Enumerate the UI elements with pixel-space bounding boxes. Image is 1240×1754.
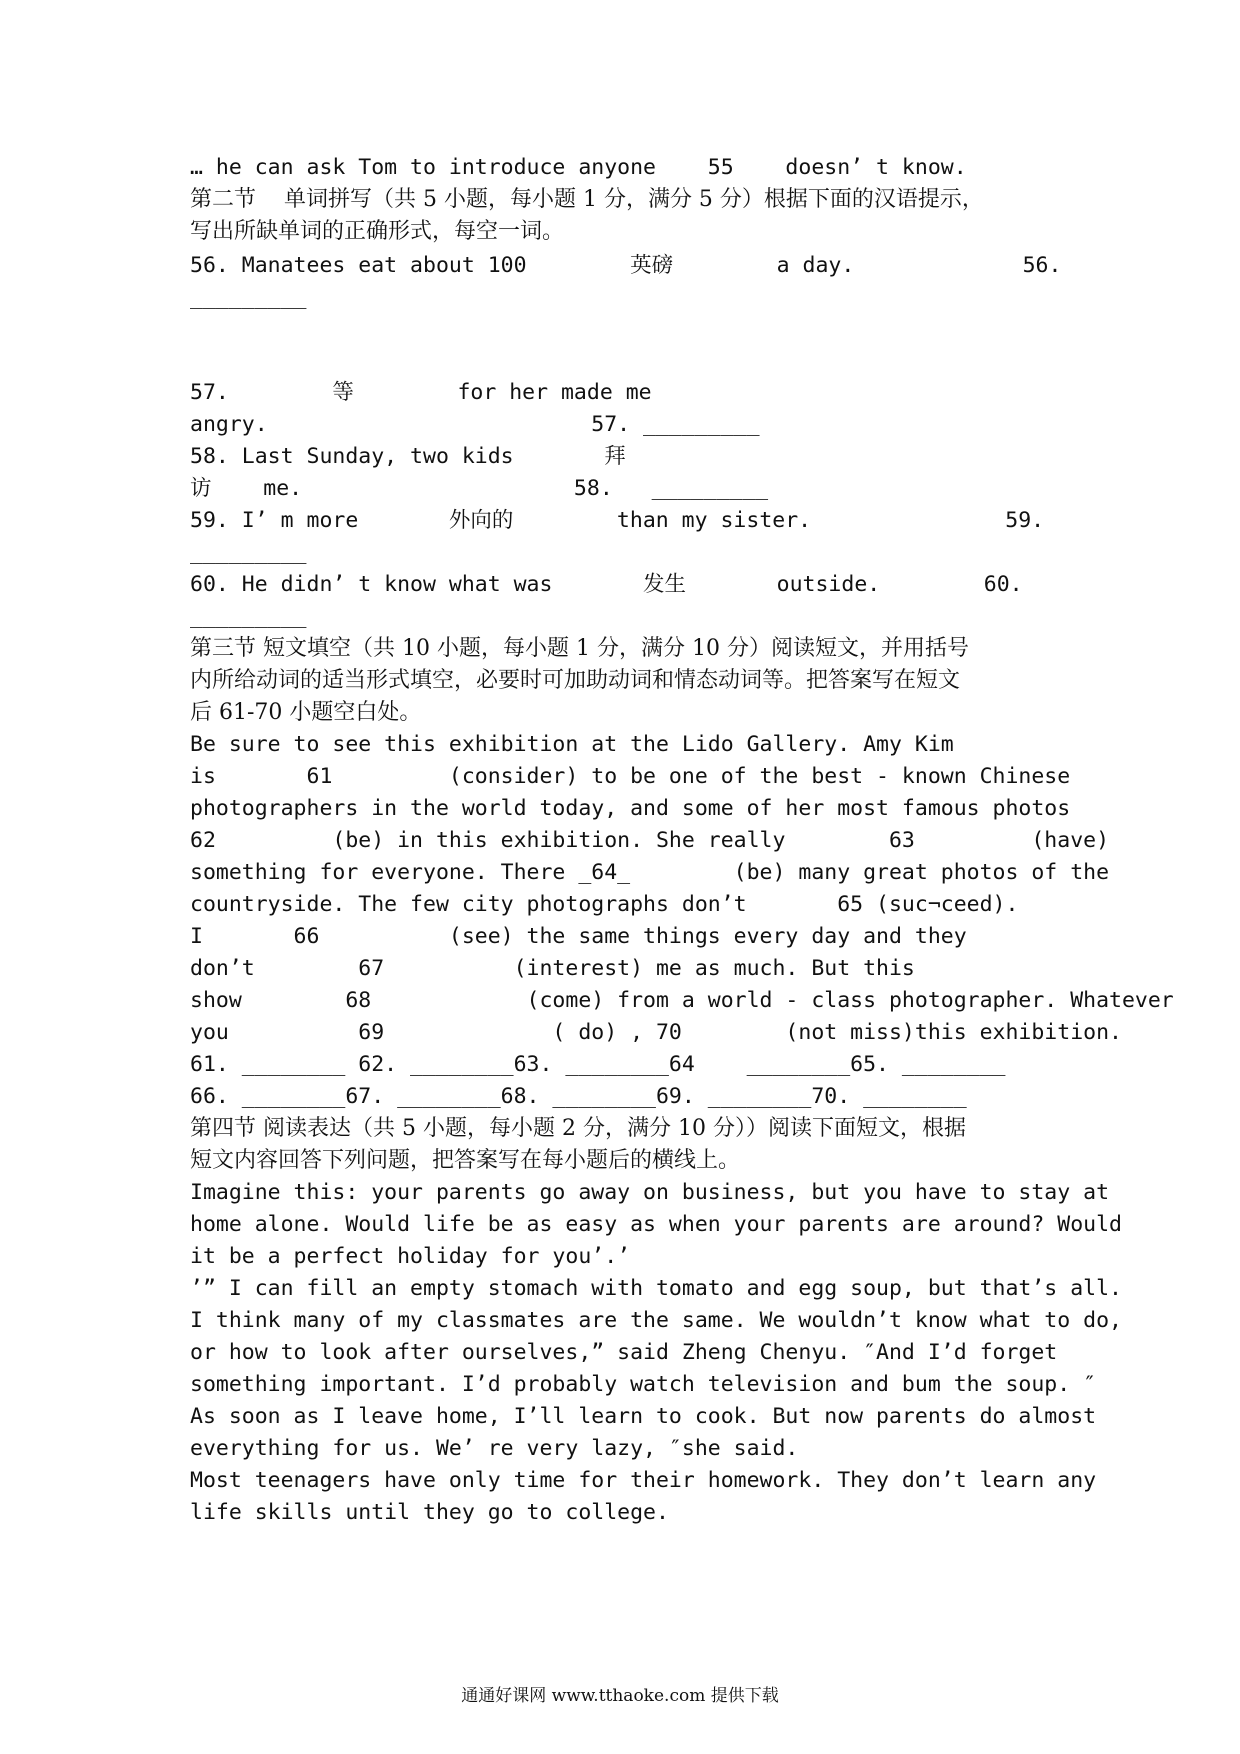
text-line: or how to look after ourselves,” said Zheng Chenyu. ″And I’d forget <box>190 1340 1058 1365</box>
text-line: … he can ask Tom to introduce anyone 55 doesn’ t know. <box>190 155 967 180</box>
text-line: is 61 (consider) to be one of the best - known Chinese <box>190 764 1071 789</box>
page-footer: 通通好课网 www.tthaoke.com 提供下载 <box>461 1686 779 1706</box>
text-line: something important. I’d probably watch television and bum the soup. ″ <box>190 1372 1097 1397</box>
text-line: show 68 (come) from a world - class photographer. Whatever <box>190 988 1174 1013</box>
text-line: 60. He didn’ t know what was 发生 outside. 60. <box>190 572 1023 597</box>
text-line: everything for us. We’ re very lazy, ″she said. <box>190 1436 799 1461</box>
text-line: 短文内容回答下列问题，把答案写在每小题后的横线上。 <box>190 1148 741 1173</box>
text-line: _________ <box>190 540 307 565</box>
text-line: home alone. Would life be as easy as when your parents are around? Would <box>190 1212 1122 1237</box>
text-line: 第二节 单词拼写（共 5 小题，每小题 1 分，满分 5 分）根据下面的汉语提示， <box>190 187 984 212</box>
text-line: 写出所缺单词的正确形式，每空一词。 <box>190 219 565 244</box>
text-line: _________ <box>190 604 307 629</box>
text-line: ’” I can fill an empty stomach with tomato and egg soup, but that’s all. <box>190 1276 1122 1301</box>
text-line: countryside. The few city photographs don’t 65 (suc¬ceed). <box>190 892 1019 917</box>
text-line: 62 (be) in this exhibition. She really 63 (have) <box>190 828 1110 853</box>
text-line: 内所给动词的适当形式填空，必要时可加助动词和情态动词等。把答案写在短文 <box>190 668 961 693</box>
text-line: _________ <box>190 285 307 310</box>
text-line: life skills until they go to college. <box>190 1500 669 1525</box>
text-line: Be sure to see this exhibition at the Lido Gallery. Amy Kim <box>190 732 954 757</box>
text-line: something for everyone. There _64_ (be) many great photos of the <box>190 860 1110 885</box>
text-line: 第四节 阅读表达（共 5 小题，每小题 2 分，满分 10 分））阅读下面短文，根据 <box>190 1116 966 1141</box>
text-line: 56. Manatees eat about 100 英磅 a day. 56. <box>190 253 1062 278</box>
text-line: 第三节 短文填空（共 10 小题，每小题 1 分，满分 10 分）阅读短文，并用括号 <box>190 636 969 661</box>
text-line: photographers in the world today, and some of her most famous photos <box>190 796 1071 821</box>
text-line: Imagine this: your parents go away on business, but you have to stay at <box>190 1180 1110 1205</box>
text-line: you 69 ( do) , 70 (not miss)this exhibition. <box>190 1020 1122 1045</box>
text-line: 57. 等 for her made me <box>190 380 652 405</box>
text-line: I think many of my classmates are the same. We wouldn’t know what to do, <box>190 1308 1122 1333</box>
text-line: 59. I’ m more 外向的 than my sister. 59. <box>190 508 1045 533</box>
text-line: 后 61-70 小题空白处。 <box>190 700 422 725</box>
text-line: 访 me. 58. _________ <box>190 476 769 501</box>
text-line: 61. ________ 62. ________63. ________64 ________65. ________ <box>190 1052 1006 1077</box>
text-line: it be a perfect holiday for you’.’ <box>190 1244 631 1269</box>
text-line: 66. ________67. ________68. ________69. ________70. ________ <box>190 1084 967 1109</box>
text-line: Most teenagers have only time for their homework. They don’t learn any <box>190 1468 1097 1493</box>
text-line: As soon as I leave home, I’ll learn to cook. But now parents do almost <box>190 1404 1097 1429</box>
text-line: angry. 57. _________ <box>190 412 760 437</box>
text-line: I 66 (see) the same things every day and they <box>190 924 967 949</box>
text-line: 58. Last Sunday, two kids 拜 <box>190 444 626 469</box>
text-line: don’t 67 (interest) me as much. But this <box>190 956 915 981</box>
